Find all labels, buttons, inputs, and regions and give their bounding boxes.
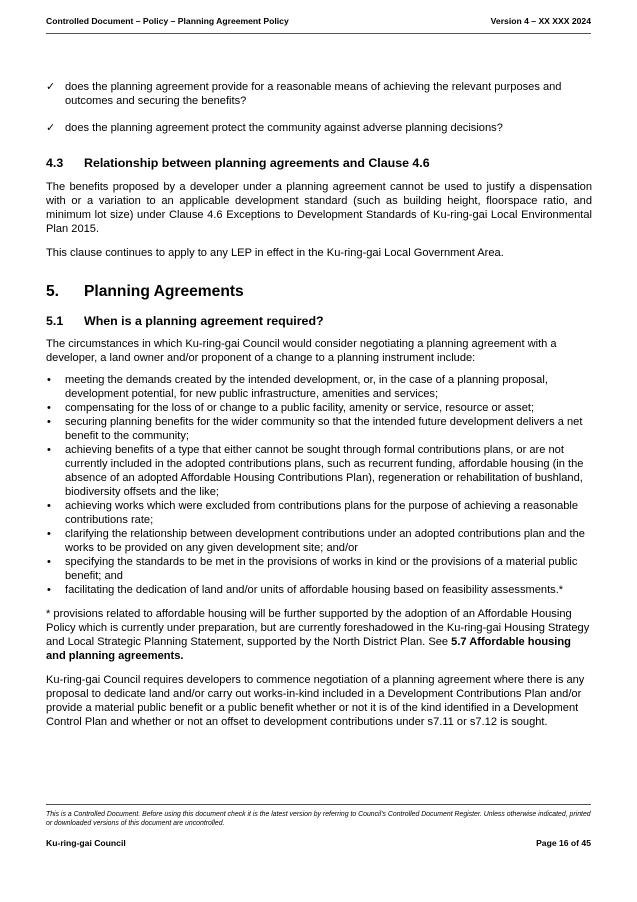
section-title: Relationship between planning agreements and Clause 4.6 bbox=[84, 156, 430, 170]
footnote-paragraph bbox=[46, 607, 592, 663]
footer-bar bbox=[46, 838, 591, 852]
bullet-icon: • bbox=[47, 528, 51, 540]
cross-reference: 5.7 Affordable housing and planning agreements. bbox=[46, 636, 571, 662]
header-version: Version 4 – XX XXX 2024 bbox=[490, 16, 591, 26]
bullet-icon: • bbox=[47, 402, 51, 414]
header-document-title: Controlled Document – Policy – Planning Agreement Policy bbox=[46, 16, 289, 26]
section-number: 5. bbox=[46, 283, 60, 300]
bullet-icon: • bbox=[47, 500, 51, 512]
bullet-icon: • bbox=[47, 416, 51, 428]
list-item bbox=[46, 401, 592, 415]
list-item-text: achieving works which were excluded from contributions plans for the purpose of achieving a reasonable contributions rate; bbox=[65, 500, 579, 526]
section-5-1-heading bbox=[46, 313, 592, 329]
footnote-text: * provisions related to affordable housing will be further supported by the adoption of an Affordable Housing Policy which is currently under preparation, but are currently foreshadowed in the Ku-ring-gai Housing Strategy and Local Strategic Planning Statement, supported by the North District Plan. See bbox=[46, 608, 590, 648]
list-item bbox=[46, 555, 592, 583]
list-item bbox=[46, 527, 592, 555]
bullet-icon: • bbox=[47, 374, 51, 386]
list-item bbox=[46, 499, 592, 527]
section-5-heading bbox=[46, 282, 592, 302]
list-item-text: clarifying the relationship between development contributions under an adopted contributions plan and the works to be provided on any given development site; and/or bbox=[65, 528, 585, 554]
page-number: Page 16 of 45 bbox=[536, 838, 591, 848]
bullet-icon: • bbox=[47, 556, 51, 568]
list-item-text: achieving benefits of a type that either cannot be sought through formal contributions plans, or are not currently included in the adopted contributions plans, such as recurrent funding, affordable housing (in the absence of an adopted Affordable Housing Contributions Plan), regeneration or rehabilitation of bushland, biodiversity offsets and the like; bbox=[65, 444, 584, 498]
checklist-item bbox=[46, 121, 592, 135]
list-item-text: specifying the standards to be met in the provisions of works in kind or the provisions of a material public benefit; and bbox=[65, 556, 578, 582]
list-item-text: meeting the demands created by the intended development, or, in the case of a planning proposal, development potential, for new public infrastructure, amenities and services; bbox=[65, 374, 548, 400]
checklist-item-text: does the planning agreement provide for a reasonable means of achieving the relevant purposes and outcomes and securing the benefits? bbox=[65, 81, 562, 107]
list-item bbox=[46, 373, 592, 401]
section-4-3-heading bbox=[46, 155, 592, 171]
bullet-icon: • bbox=[47, 584, 51, 596]
list-item-text: compensating for the loss of or change to a public facility, amenity or service, resource or asset; bbox=[65, 402, 535, 414]
checklist-item bbox=[46, 80, 592, 108]
bullet-list bbox=[46, 373, 592, 597]
paragraph: Ku-ring-gai Council requires developers to commence negotiation of a planning agreement where there is any proposal to dedicate land and/or carry out works-in-kind included in a Development Contributions Plan and/or provide a material public benefit or a public benefit whether or not it is of the kind identified in a Development Control Plan and whether or not an offset to development contributions under s7.11 or s7.12 is sought. bbox=[46, 674, 585, 728]
section-number: 5.1 bbox=[46, 314, 64, 328]
paragraph: This clause continues to apply to any LEP in effect in the Ku-ring-gai Local Government Area. bbox=[46, 247, 504, 259]
checkmark-icon: ✓ bbox=[46, 80, 56, 93]
page-header bbox=[46, 11, 591, 34]
checklist-item-text: does the planning agreement protect the community against adverse planning decisions? bbox=[65, 122, 503, 134]
paragraph: The benefits proposed by a developer under a planning agreement cannot be used to justify a dispensation with or a variation to an applicable development standard (such as building height, floorspace ratio, and minimum lot size) under Clause 4.6 Exceptions to Development Standards of Ku-ring-gai Local Environmental Plan 2015. bbox=[46, 181, 592, 235]
section-title: When is a planning agreement required? bbox=[84, 314, 324, 328]
document-body bbox=[46, 80, 592, 729]
list-item bbox=[46, 443, 592, 499]
controlled-document-notice: This is a Controlled Document. Before using this document check it is the latest version by referring to Council’s Controlled Document Register. Unless otherwise indicated, printed or downloaded versions of this document are uncontrolled. bbox=[46, 811, 591, 827]
list-item bbox=[46, 583, 592, 597]
section-number: 4.3 bbox=[46, 156, 64, 170]
checkmark-icon: ✓ bbox=[46, 121, 56, 134]
page-footer bbox=[46, 804, 591, 852]
list-item-text: facilitating the dedication of land and/or units of affordable housing based on feasibility assessments.* bbox=[65, 584, 564, 596]
footer-organisation: Ku-ring-gai Council bbox=[46, 838, 126, 848]
section-title: Planning Agreements bbox=[84, 283, 244, 300]
paragraph: The circumstances in which Ku-ring-gai Council would consider negotiating a planning agreement with a developer, a land owner and/or proponent of a change to a planning instrument include: bbox=[46, 338, 557, 364]
list-item bbox=[46, 415, 592, 443]
list-item-text: securing planning benefits for the wider community so that the intended future development delivers a net benefit to the community; bbox=[65, 416, 583, 442]
bullet-icon: • bbox=[47, 444, 51, 456]
